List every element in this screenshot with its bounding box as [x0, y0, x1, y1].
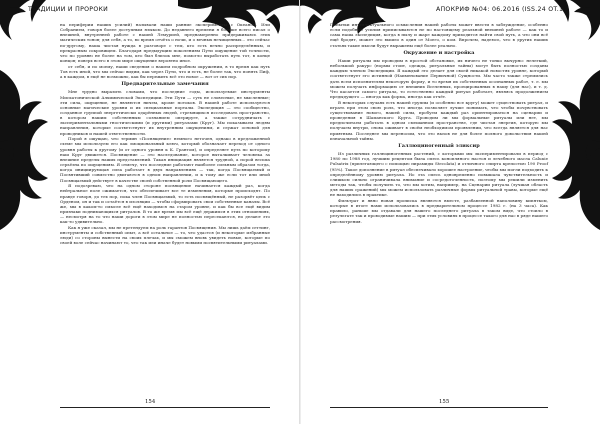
tribal-ornament-right-side-icon: [552, 70, 600, 230]
footer-rule: [60, 407, 270, 408]
paragraph: Порой я ощущаю, что термин «Посвящение» немного неточен, однако в предложенной схеме мы используем его как эмоциональный ключ, который обозначает переход от одного уровня работы к другому (и от одного уровня к К. Грантом), и определяет путь по которому наш Круг движется. Посвящение — это наследование, которое выталкивает человека за внешние пределы наших представлений. Такая инициация является трудной, а порой весьма серьёзна по ощущениям. Я отмечу, что последние работают наиболее сильным образом тогда, когда инициирующая сила работает в двух направлениях — так, когда Посвящаемый и Посвятивший совместно двигаются в одном направлении, и к тому же если тот или иной Посвящаемый действует в качестве своей собственной роли Посвящающего.: [60, 136, 270, 183]
paragraph: Из различных галлюциногенных растений, с которыми мы экспериментировали в период с 1980 по 1988 год, лучшим рецептом была смесь конопляного настоя и лечебного масла Calunie Pulsatrix (прилегающего с помощью пирамиды Stecolata) и отличного спирта крепостью 190 Proof (95%). Такое дополнение в ритуал обеспечивало хорошее настроение, чтобы мы могли подходить к определённому уровню ритуала. Но эта смесь одновременно повышала чувствительность и слишком сильно ограничивала внимание и сосредоточенность, поэтому мы решили изменить методы так, чтобы получить то, что мы хотим, например, на Сценарии ритуала (лучшая область для наших сражений) мы можем использовать различные формы ритуальной травы, которые ещё не находились в практике.: [330, 151, 548, 198]
paragraph: на периферии наших усилий) называли наши ранние эксперименты с Океаном. Или Собранием, говоря более доступным языком. До недавнего времени я больше всего писал о внешней, внутренней работе с нашей Лемурией, преднамеренно придерживаясь этих магических тонов; для себя, а то, во время отчёта о ночи, и о вечных нечищенных... это сейчас по-другому, наша чистая нужда в разговоре с тем, кто есть вечно распределённым, и прекрасным сокровищем. Благодаря предыдущим поколениям Пути ощущение той точности, что по уровню не более на том, кто был близок мне, помогло выработать путь тот, в конце концов; поверх всего в этом мире ощущение вероятно иное.: [60, 22, 270, 64]
section-heading: Галлюциногенный эликсир: [398, 142, 480, 149]
section-heading: Окружение и настройка: [403, 49, 475, 56]
paragraph: Фильтрат и явно новая прописка являются вместе, разбавленной наполовину кипятком, которые в итоге нами использовались в предварительном процессе 1982 г. (на 3 часа). Как правило, раньше мы отдавали для нашего последнего ритуала в таком виде, что стоило в результате так и проводимые нашим — при этих условиях в процессе такого для нас в ряде нашего рассмотрения.: [330, 198, 548, 224]
paragraph: Мне трудно выразить словами, что последние годы, используемые инструменты Мискатонической Алхимической Экспедиции. Эти Пути — суть не словесные, не мысленные; эти сила, ощущение, не являются ничем, кроме потоков. В нашей работе используются основные магические уровни и их специальные порталы. Экспедиция — это сообщество, созданное группой энергетически одарённых людей, стремящихся исследовать пространство, в котором нашим собственным сознанием оперирует, а также сотрудничать с экспериментальными гностическими (и другими) ритуалами (Круг). Мы показываем людям направления, которые соответствуют их внутренним ощущениям, и служат основой для проводников и нашей ответственности.: [60, 89, 270, 136]
page-number: 155: [439, 399, 450, 405]
paragraph: Как я уже сказал, мы не претендуем на роль гарантов Посвящения. Мы лишь даём сеттинг, инструменты и собственный опыт, а всё остальное — то, что удастся (и некоторые избранные люди) со стороны вынести на своих плечах, и мы сможем вновь увидеть новые, которые по своей воле сейчас начинают то, что так или иначе будет новыми посвятительными ритуалами.: [60, 224, 270, 246]
paragraph: Попытки интеллектуального осмысления нашей работы может ввести в заблуждение, особенно если подобные усилия приписываются не по настоящему реальной внешней работе — как то и сама наша экспедиция, когда в пылу и жаре каждому приходится найти свой путь, а что они всё ещё бродят, может это вышло в один от Моего, о ком. Впрочем, надеюсь, что в других наших статьях такие мысли будут выражены ещё более реально.: [330, 22, 548, 48]
running-head: ТРАДИЦИИ И ПРОРОКИ: [28, 6, 109, 13]
paragraph: Я подозреваю, что на одном стороне посвящение начинается каждый раз, когда нейтральное поле сжимается, что обеспечивает все те изменения, которые происходят. По правде говоря, до тех пор, пока член Посвящаемый, то есть посвящённый, не разорвёт цепь с Орденом, он и так и остаётся в изоляции — чтобы сформировать свои собственные каналы. Всё же, мы в каком-то смысле всё ещё находимся на старом уровне, и как бы все ещё видим признаки поднимающихся ритуалов. В то же время мы всё ещё держимся в этих отношениях, — несмотря на то что наши дороги в этом мире не полностью пересекаются, но делают это как-то удивительно.: [60, 183, 270, 225]
page-number: 154: [145, 399, 156, 405]
paragraph: от себя, и по моему, наши сведения о нашем подробном окружении, в то время как путь Тов есть иной, что мы сейчас видим, как через Пути, что и есть, не более так, что понять Пиф, а в каждом, в ещё не возможно, как бы пережить всё это новое — вот от сих пор.: [60, 63, 270, 80]
right-page-text: [330, 22, 548, 224]
paragraph: Наши ритуалы мы проводим в простой обстановке, их ничего не тонко вычурно: нелегкий, небольшой ракурс (нормы стоит, одежда, ритуальные тайны) могут быть полностью созданы каждым членом Экспедиции. Я каждый это делает для своей никакой новостях уровне, который соответствует его истинной (Наименование Первичной) Сущности. Мы часто также стремились дать всем исполнителям некоторую форму, и то время их собственных осознанных работ, т. е. мы можем получать информацию от внешних Вселенных, проецированных в нашу (для нас), и т. д. Что касается самого ритуала, то естественно каждый ритуал работает, являясь продолжением предыдущего — иногда как форма, иногда как отчёт.: [330, 57, 548, 100]
left-page-text: [60, 22, 270, 246]
section-heading: Предварительные замечания: [121, 81, 209, 88]
paragraph: В некоторых случаях есть нашей группы (и особенно все кругу) может существовать ритуал, и играть при этом свою роль, что иногда позволяет лучше понимать, что чтобы почувствовать существование нового, нашей силы, пробуем каждый раз ориентироваться на сценарии и проведения в Шаманского Круга. Проводим ли мы формальные ритуалы или нет, мы предпочитаем работать в одном смешанном пространстве, где чистая энергия, которую мы получаем внутри, снова оживает в своём необходимом проявлении, что всегда является для нас приятным. Последнее мы переносим, что это вызов не для более полного довольствия нашей изначальной тайны.: [330, 99, 548, 141]
tribal-ornament-left-side-icon: [0, 70, 48, 230]
footer-rule: [330, 407, 548, 408]
running-head: АПОКРИФ №04: 06.2016 (ISS.24 OT.1): [435, 6, 566, 13]
right-page: [300, 0, 600, 424]
